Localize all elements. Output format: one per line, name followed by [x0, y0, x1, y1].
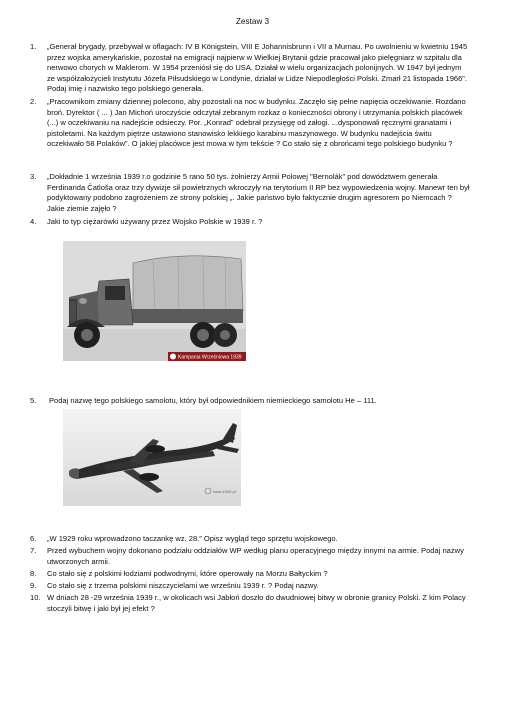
plane-illustration — [63, 409, 241, 506]
question-text: W dniach 28 -29 września 1939 r., w okolicach wsi Jabłoń doszło do dwudniowej bitwy w obronie granicy Polski. Z kim Polacy stoczyli bitwę i jaki był jej efekt ? — [47, 593, 466, 613]
truck-illustration — [63, 241, 246, 361]
question-text: Co stało się z trzema polskimi niszczycielami we wrześniu 1939 r. ? Podaj nazwy. — [47, 581, 319, 590]
question-number: 2. — [30, 97, 37, 106]
question-number: 3. — [30, 172, 37, 181]
question-10 — [30, 593, 470, 614]
question-7 — [30, 546, 470, 567]
question-6 — [30, 534, 470, 545]
question-number: 4. — [30, 217, 37, 226]
question-text: „Dokładnie 1 września 1939 r.o godzinie 5 rano 50 tys. żołnierzy Armii Polowej "Bernolák" pod dowództwem generała Ferdinanda Čatloša oraz trzy dywizje sił powietrznych wkroczyły na terytorium II RP bez wypowiedzenia wojny. Manewr ten był podyktowany podobno zagrożeniem ze strony polskiej „. Jakie państwo było faktycznie drugim agresorem po Niemcach ? Jakie ziemie zajęło ? — [47, 172, 470, 213]
truck-photo — [63, 241, 246, 361]
question-1 — [30, 42, 470, 95]
question-number: 6. — [30, 534, 37, 543]
question-3 — [30, 172, 470, 214]
page-title: Zestaw 3 — [235, 17, 270, 26]
question-number: 10. — [30, 593, 41, 602]
question-text: „Pracownikom zmiany dziennej polecono, aby pozostali na noc w budynku. Zaczęło się pełne napięcia oczekiwanie. Rozdano broń. Dyrektor ( ... ) Jan Michoń uroczyście odczytał zebranym rozkaz o konieczności obrony i utrzymania polskich placówek (...) w oczekiwaniu na nadejście odsieczy. Por. „Konrad” odebrał przysięgę od załogi. ...dysponowali ręcznymi granatami i pistoletami. Na każdym piętrze ustawiono stanowisko lekkiego karabinu maszynowego. W budynku nadejścia świtu oczekiwało 58 Polaków”. O jakiej placówce jest mowa w tym tekście ? Co stało się z obrońcami tego polskiego budynku ? — [47, 97, 466, 149]
truck-caption: Kampania Wrześniowa 1939 — [178, 354, 242, 361]
question-text: Przed wybuchem wojny dokonano podziału oddziałów WP według planu operacyjnego między innymi na armie. Podaj nazwy utworzonych armii. — [47, 546, 464, 566]
question-number: 8. — [30, 569, 37, 578]
question-4 — [30, 217, 470, 228]
question-text: „Generał brygady, przebywał w oflagach: IV B Königstein, VIII E Johannisbrunn i VII a Murnau. Po uwolnieniu w kwietniu 1945 przez wojska amerykańskie, pozostał na emigracji najpierw w Wielkiej Brytanii gdzie pracował jako pielęgniarz w szpitalu dla nerwowo chorych w Maklerom. W 1954 przeniósł się do USA. Działał w wielu organizacjach polonijnych. W 1947 był jednym ze współzałożycieli Instytutu Józefa Piłsudskiego w Londynie, działał w Lidze Niepodległości Polski. Zmarł 21 listopada 1966”. Podaj imię i nazwisko tego polskiego generała. — [47, 42, 468, 94]
question-8 — [30, 569, 470, 580]
question-number: 9. — [30, 581, 37, 590]
question-5 — [30, 396, 470, 407]
question-text: Co stało się z polskimi łodziami podwodnymi, które operowały na Morzu Bałtyckim ? — [47, 569, 328, 578]
question-text: Podaj nazwę tego polskiego samolotu, który był odpowiednikiem niemieckiego samolotu He – 111. — [49, 396, 377, 405]
plane-photo — [63, 409, 241, 506]
question-text: Jaki to typ ciężarówki używany przez Wojsko Polskie w 1939 r. ? — [47, 217, 263, 226]
plane-marking: SO — [115, 478, 126, 485]
question-number: 7. — [30, 546, 37, 555]
plane-caption: www.1939.pl — [213, 489, 236, 494]
question-number: 5. — [30, 396, 37, 405]
question-9 — [30, 581, 470, 592]
question-number: 1. — [30, 42, 37, 51]
question-text: „W 1929 roku wprowadzono taczankę wz. 28.” Opisz wygląd tego sprzętu wojskowego. — [47, 534, 338, 543]
question-2 — [30, 97, 470, 150]
